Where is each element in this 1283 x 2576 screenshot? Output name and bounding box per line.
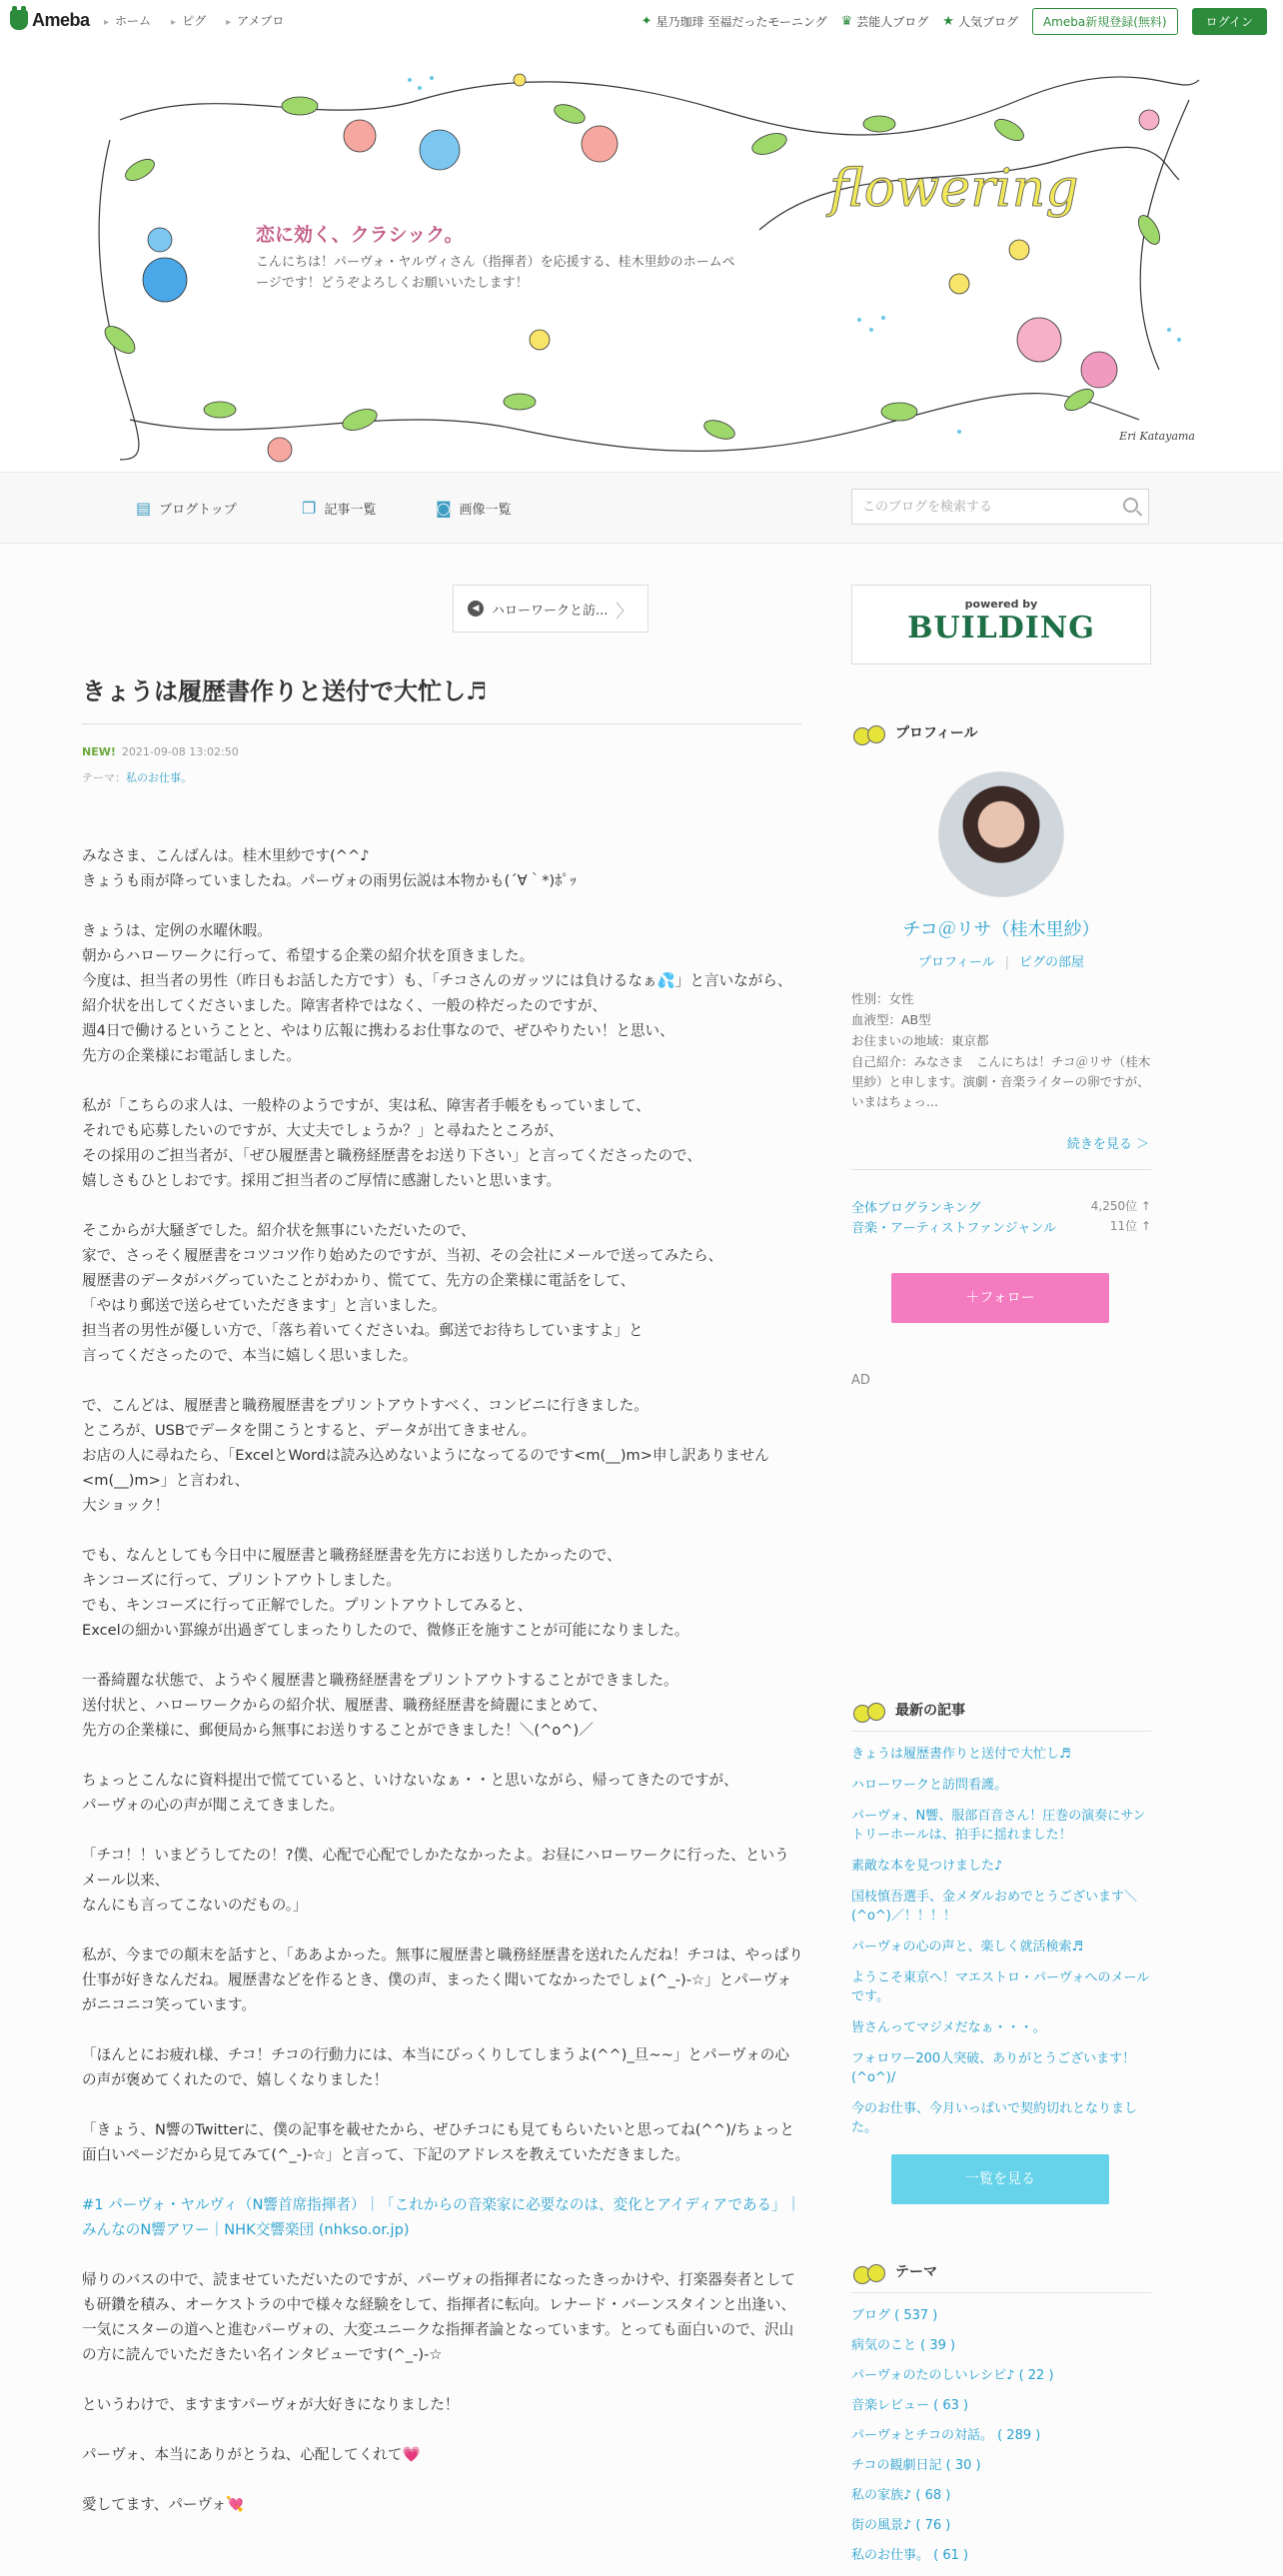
profile-link[interactable]: プロフィール <box>917 955 995 970</box>
nav-pigg[interactable]: ▸ ピグ <box>171 12 206 29</box>
profile-heading <box>851 717 978 747</box>
nav-image-list[interactable] <box>436 499 512 518</box>
popular-blog-link[interactable] <box>942 13 1018 30</box>
trending-label: 星乃珈琲 至福だったモーニング <box>655 15 827 29</box>
article-paragraph: そこからが大騒ぎでした。紹介状を無事にいただいたので、 家で、さっそく履歴書をコツコツ作り始めたのですが、当初、その会社にメールで送ってみたら、 履歴書のデータがバグっていたことがわかり、慌てて、先方の企業様に電話をして、 「やはり郵送で送らせていただきます」と言いました。 担当者の男性が優しい方で、「落ち着いてくださいね。郵送でお待ちしていますよ」と 言ってくださったので、本当に嬉しく思いました。 <box>82 1222 723 1364</box>
article-theme <box>82 769 192 785</box>
avatar[interactable] <box>938 771 1064 897</box>
nav-ameblo[interactable]: ▸ アメブロ <box>226 12 284 29</box>
latest-articles-heading <box>851 1695 965 1725</box>
article-paragraph: みなさま、こんばんは。桂木里紗です(^^♪ きょうも雨が降っていましたね。パーヴォの雨男伝説は本物かも(´∀｀*)ﾎﾟｯ <box>82 847 578 889</box>
sidebar-divider <box>851 2292 1151 2293</box>
article-paragraph: で、こんどは、履歴書と職務履歴書をプリントアウトすべく、コンビニに行きました。 ところが、USBでデータを開こうとすると、データが出てきません。 お店の人に尋ねたら、「ExcelとWordは読み込めないようになってるのです<m(__)m>申し訳ありません<m(__)m>」と言われ、 大ショック！ <box>82 1397 769 1514</box>
login-button[interactable]: ログイン <box>1192 8 1267 35</box>
lemon-icon <box>851 1695 889 1725</box>
profile-gender: 性別：女性 <box>851 991 914 1006</box>
celebrity-label: 芸能人ブログ <box>856 15 929 29</box>
global-header <box>0 0 1283 41</box>
global-links <box>642 8 1267 35</box>
illustrator-signature: Eri Katayama <box>1119 430 1195 443</box>
article-paragraph: 私が、今までの顛末を話すと、「ああよかった。無事に履歴書と職務経歴書を送れたんだね！チコは、やっぱり仕事が好きなんだね。履歴書などを作るとき、僕の声、まったく聞いてなかったでしょ(^_-)-☆」とパーヴォがニコニコ笑っています。 <box>82 1946 803 2013</box>
popular-label: 人気ブログ <box>957 15 1018 29</box>
blog-description: こんにちは！パーヴォ・ヤルヴィさん（指揮者）を応援する、桂木里紗のホームページです！どうぞよろしくお願いいたします！ <box>256 255 735 291</box>
latest-article-link[interactable]: パーヴォ、N響、服部百音さん！圧巻の演奏にサントリーホールは、拍手に揺れました！ <box>851 1809 1146 1843</box>
nhk-interview-link[interactable]: #1 パーヴォ・ヤルヴィ（N響首席指揮者）｜「これからの音楽家に必要なのは、変化とアイディアである」｜みんなのN響アワー｜NHK交響楽団 (nhkso.or.jp) <box>82 2196 801 2238</box>
global-nav <box>104 12 284 29</box>
article-paragraph: 「チコ！！いまどうしてたの！?僕、心配で心配でしかたなかったよ。お昼にハローワークに行った、というメール以来、 なんにも言ってこないのだもの。」 <box>82 1847 789 1914</box>
profile-region: お住まいの地域：東京都 <box>851 1033 989 1048</box>
latest-article-link[interactable]: フォロワー200人突破、ありがとうございます！(^o^)/ <box>851 2051 1136 2085</box>
title-divider <box>82 723 801 724</box>
theme-item[interactable]: 私の家族♪ ( 68 ) <box>851 2488 951 2503</box>
article-paragraph: ちょっとこんなに資料提出で慌てていると、いけないなぁ・・と思いながら、帰ってきたのですが、 パーヴォの心の声が聞こえてきました。 <box>82 1772 738 1814</box>
blog-search <box>851 489 1149 525</box>
ad-label: AD <box>851 1373 870 1388</box>
follow-button[interactable]: ＋フォロー <box>891 1273 1109 1323</box>
article-paragraph: でも、なんとしても今日中に履歴書と職務経歴書を先方にお送りしたかったので、 キンコーズに行って、プリントアウトしました。 でも、キンコーズに行って正解でした。プリントアウトしてみると、 Excelの細かい罫線が出過ぎてしまったりしたので、微修正を施すことが可能になりました。 <box>82 1547 689 1639</box>
profile-name[interactable]: チコ＠リサ（桂木里紗） <box>902 919 1100 940</box>
article-meta <box>82 745 239 758</box>
latest-article-link[interactable]: 素敵な本を見つけました♪ <box>851 1859 1003 1874</box>
sidebar-divider <box>851 1169 1151 1170</box>
lemon-icon <box>851 717 889 747</box>
theme-item[interactable]: 街の風景♪ ( 76 ) <box>851 2518 951 2533</box>
overall-ranking[interactable] <box>851 1197 1151 1216</box>
blog-navbar <box>0 473 1283 544</box>
theme-item[interactable]: ブログ ( 537 ) <box>851 2308 938 2323</box>
latest-article-link[interactable]: ようこそ東京へ！マエストロ・パーヴォへのメールです。 <box>851 1970 1150 2004</box>
star-icon: ★ <box>942 14 954 29</box>
powered-by-text: powered by <box>964 598 1038 611</box>
genre-ranking-label: 音楽・アーティストファンジャンル <box>851 1221 1057 1236</box>
profile-heading-label: プロフィール <box>895 725 978 741</box>
latest-article-link[interactable]: 皆さんってマジメだなぁ・・・。 <box>851 2020 1046 2035</box>
article-date: 2021-09-08 13:02:50 <box>121 745 239 758</box>
latest-article-link[interactable]: 国枝慎吾選手、金メダルおめでとうございます＼(^o^)／！！！！ <box>851 1890 1138 1924</box>
latest-article-link[interactable]: きょうは履歴書作りと送付で大忙し♬ <box>851 1747 1071 1762</box>
genre-ranking[interactable] <box>851 1217 1151 1236</box>
lemon-icon <box>851 2256 889 2286</box>
profile-blood-type: 血液型：AB型 <box>851 1012 931 1027</box>
blog-search-input[interactable] <box>852 490 1122 524</box>
latest-articles-list <box>851 1745 1151 2149</box>
nav-image-list-label: 画像一覧 <box>459 503 512 518</box>
article-paragraph: 愛してます、パーヴォ💘 <box>82 2496 245 2513</box>
building-logo-text: BUILDING <box>907 611 1095 645</box>
nav-blog-top[interactable] <box>136 499 237 518</box>
theme-item[interactable]: パーヴォのたのしいレシピ♪ ( 22 ) <box>851 2368 1054 2383</box>
nav-article-list-label: 記事一覧 <box>324 503 377 518</box>
article-title[interactable]: きょうは履歴書作りと送付で大忙し♬ <box>82 677 488 705</box>
article-body <box>82 843 803 2542</box>
theme-label: テーマ： <box>82 771 126 784</box>
previous-article-button[interactable] <box>453 585 648 633</box>
overall-ranking-label: 全体ブログランキング <box>851 1201 981 1216</box>
plus-icon: ✦ <box>641 14 652 29</box>
celebrity-blog-link[interactable] <box>841 13 929 30</box>
themes-list <box>851 2306 1151 2576</box>
article-paragraph: 「きょう、N響のTwitterに、僕の記事を載せたから、ぜひチコにも見てもらいたいと思ってね(^^)/ちょっと面白いページだから見てみて(^_-)-☆」と言って、下記のアドレスを教えていただきました。 <box>82 2121 794 2163</box>
blog-title[interactable]: 恋に効く、クラシック。 <box>256 224 464 246</box>
article-paragraph: 帰りのバスの中で、読ませていただいたのですが、パーヴォの指揮者になったきっかけや、打楽器奏者としても研鑽を積み、オーケストラの中で様々な経験をして、指揮者に転向。レナード・バーンスタインと出逢い、一気にスターの道へと進むパーヴォの、大変ユニークな指揮者論となっています。とっても面白いので、沢山の方に読んでいただきたい名インタビューです(^_-)-☆ <box>82 2271 796 2363</box>
profile-intro: 自己紹介：みなさま こんにちは！チコ＠リサ（桂木里紗）と申します。演劇・音楽ライターの卵ですが、いまはちょっ... <box>851 1054 1151 1109</box>
camera-icon: ◙ <box>436 499 452 518</box>
article-paragraph: 一番綺麗な状態で、ようやく履歴書と職務経歴書をプリントアウトすることができました。 送付状と、ハローワークからの紹介状、履歴書、職務経歴書を綺麗にまとめて、 先方の企業様に、郵便局から無事にお送りすることができました！＼(^o^)／ <box>82 1672 678 1739</box>
powered-by-banner[interactable] <box>851 585 1151 664</box>
new-badge: NEW! <box>82 745 116 758</box>
read-more-link[interactable]: 続きを見る ＞ <box>1066 1137 1149 1152</box>
sidebar-divider <box>851 1731 1151 1732</box>
themes-heading-label: テーマ <box>895 2264 937 2280</box>
theme-item[interactable]: 音楽レビュー ( 63 ) <box>851 2398 969 2413</box>
nav-article-list[interactable] <box>302 499 376 518</box>
previous-icon: ◀ <box>468 601 484 617</box>
theme-item[interactable]: 私のお仕事。 ( 61 ) <box>851 2548 969 2563</box>
crown-icon: ♛ <box>840 14 853 29</box>
logo-text: Ameba <box>32 9 90 30</box>
flowering-script-text: flowering <box>829 159 1079 219</box>
article-paragraph: というわけで、ますますパーヴォが大好きになりました！ <box>82 2396 460 2413</box>
pigg-room-link[interactable]: ピグの部屋 <box>1019 955 1085 970</box>
link-separator: | <box>1004 955 1010 970</box>
latest-article-link[interactable]: ハローワークと訪問看護。 <box>851 1778 1008 1793</box>
theme-item[interactable]: チコの観劇日記 ( 30 ) <box>851 2458 981 2473</box>
article-paragraph: 私が「こちらの求人は、一般枠のようですが、実は私、障害者手帳をもっていまして、 それでも応募したいのですが、大丈夫でしょうか？」と尋ねたところが、 その採用のご担当者が、「ぜひ履歴書と職務経歴書をお送り下さい」と言ってくださったので、 嬉しさもひとしおです。採用ご担当者のご厚情に感謝したいと思います。 <box>82 1097 701 1189</box>
trending-link[interactable] <box>642 13 827 30</box>
article-paragraph: パーヴォ、本当にありがとうね、心配してくれて💗 <box>82 2446 421 2463</box>
chevron-right-icon: 〉 <box>616 602 634 623</box>
themes-heading <box>851 2256 937 2286</box>
blog-header <box>0 40 1283 473</box>
nav-home[interactable]: ▸ ホーム <box>104 12 151 29</box>
ameba-logo-icon <box>10 10 28 30</box>
overall-ranking-value: 4,250位 ↑ <box>1090 1199 1151 1213</box>
register-button[interactable]: Ameba新規登録(無料) <box>1032 8 1178 35</box>
profile-links <box>851 951 1151 970</box>
document-icon: ▤ <box>136 499 152 518</box>
latest-article-link[interactable]: パーヴォの心の声と、楽しく就活検索♬ <box>851 1939 1084 1954</box>
search-icon[interactable] <box>1123 498 1138 513</box>
profile-info <box>851 989 1151 1113</box>
theme-item[interactable]: 病気のこと ( 39 ) <box>851 2338 956 2353</box>
article-paragraph: 「ほんとにお疲れ様、チコ！チコの行動力には、本当にびっくりしてしまうよ(^^)_旦~~」とパーヴォの心の声が褒めてくれたので、嬉しくなりました！ <box>82 2046 789 2088</box>
nav-blog-top-label: ブログトップ <box>159 503 237 518</box>
latest-article-link[interactable]: 今のお仕事、今月いっぱいで契約切れとなりました。 <box>851 2101 1138 2135</box>
ameba-logo[interactable] <box>10 8 90 32</box>
genre-ranking-value: 11位 ↑ <box>1109 1219 1151 1233</box>
view-all-articles-button[interactable]: 一覧を見る <box>891 2154 1109 2204</box>
latest-articles-label: 最新の記事 <box>895 1703 965 1719</box>
copy-icon: ❐ <box>302 499 317 518</box>
article-paragraph: きょうは、定例の水曜休暇。 朝からハローワークに行って、希望する企業の紹介状を頂きました。 今度は、担当者の男性（昨日もお話した方です）も、「チコさんのガッツには負けるなぁ💦」と言いながら、 紹介状を出してくださいました。障害者枠ではなく、一般の枠だったのですが、 週4日で働けるということと、やはり広報に携わるお仕事なので、ぜひやりたい！と思い、 先方の企業様にお電話しました。 <box>82 922 792 1064</box>
theme-link[interactable]: 私のお仕事。 <box>126 771 192 784</box>
previous-article-label: ハローワークと訪... <box>492 603 609 619</box>
theme-item[interactable]: パーヴォとチコの対話。 ( 289 ) <box>851 2428 1041 2443</box>
